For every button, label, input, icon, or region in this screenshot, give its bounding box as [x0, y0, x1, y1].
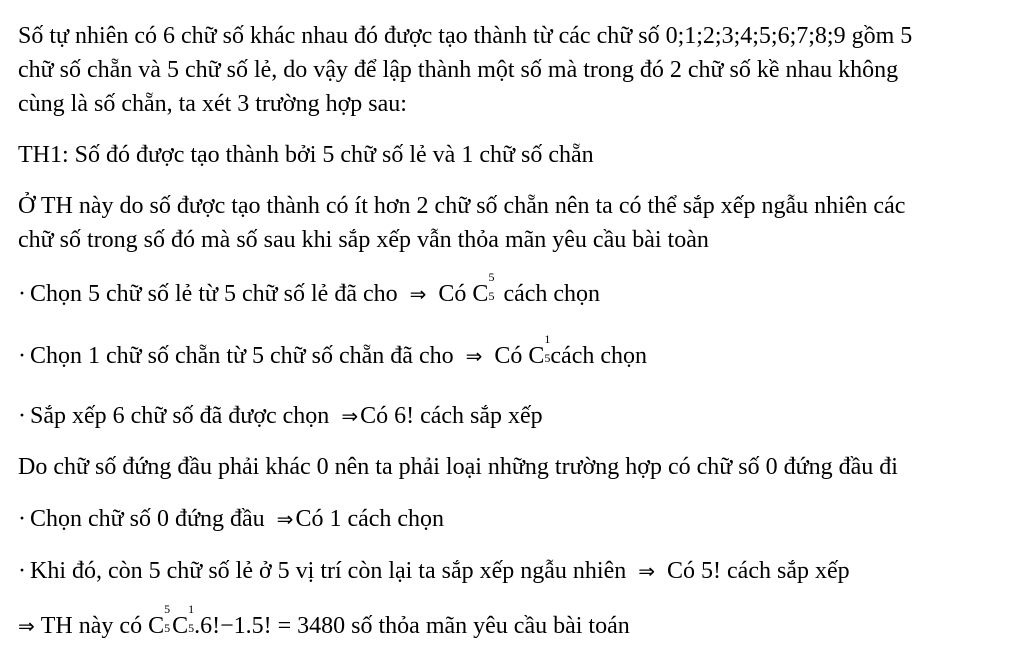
implies-arrow-icon: ⇒ — [341, 404, 359, 428]
step-choose-even — [18, 332, 648, 372]
combination-k: 1 — [544, 332, 551, 346]
step-result: Có 1 cách chọn — [295, 506, 445, 532]
conclusion-tail: số thỏa mãn yêu cầu bài toán — [351, 613, 630, 639]
step-result: Có 6! cách sắp xếp — [360, 403, 543, 429]
step-text: Chọn 1 chữ số chẵn từ 5 chữ số chẵn đã cho — [30, 343, 454, 369]
intro-line-2: chữ số chẵn và 5 chữ số lẻ, do vậy để lập thành một số mà trong đó 2 chữ số kề nhau không — [18, 57, 899, 83]
implies-arrow-icon: ⇒ — [638, 559, 656, 583]
step-text: Chọn chữ số 0 đứng đầu — [30, 506, 265, 532]
bullet-dot: · — [18, 403, 26, 429]
step-choose-zero — [18, 503, 444, 535]
step-choose-odd — [18, 270, 601, 310]
implies-arrow-icon: ⇒ — [276, 507, 294, 531]
step-result: Có 5! cách sắp xếp — [667, 558, 850, 584]
implies-arrow-icon: ⇒ — [409, 282, 427, 306]
combination-n: 5 — [488, 289, 495, 303]
combination-symbol: C — [472, 281, 489, 307]
implies-arrow-icon: ⇒ — [465, 344, 483, 368]
bullet-dot: · — [18, 506, 26, 532]
combination-n: 5 — [188, 621, 195, 635]
step-co: Có — [494, 343, 523, 369]
combination-k: 5 — [488, 270, 495, 284]
step-text: Khi đó, còn 5 chữ số lẻ ở 5 vị trí còn lại ta sắp xếp ngẫu nhiên — [30, 558, 627, 584]
combination-k: 5 — [164, 602, 171, 616]
implies-arrow-icon: ⇒ — [18, 614, 35, 638]
combination-symbol: C — [172, 613, 189, 639]
step-tail: cách chọn — [550, 343, 648, 369]
step-tail: cách chọn — [503, 281, 601, 307]
case1-note-line-2: chữ số trong số đó mà số sau khi sắp xếp vẫn thỏa mãn yêu cầu bài toàn — [18, 227, 709, 253]
case1-heading: TH1: Số đó được tạo thành bởi 5 chữ số lẻ và 1 chữ số chẵn — [18, 142, 594, 168]
combination-formula — [528, 332, 551, 372]
combination-formula — [172, 602, 195, 642]
bullet-dot: · — [18, 281, 26, 307]
combination-formula — [472, 270, 495, 310]
combination-formula — [148, 602, 171, 642]
combination-k: 1 — [188, 602, 195, 616]
combination-n: 5 — [544, 351, 551, 365]
step-text: Sắp xếp 6 chữ số đã được chọn — [30, 403, 330, 429]
step-text: Chọn 5 chữ số lẻ từ 5 chữ số lẻ đã cho — [30, 281, 398, 307]
bullet-dot: · — [18, 558, 26, 584]
intro-line-3: cùng là số chẵn, ta xét 3 trường hợp sau: — [18, 91, 407, 117]
intro-line-1: Số tự nhiên có 6 chữ số khác nhau đó được tạo thành từ các chữ số 0;1;2;3;4;5;6;7;8;9 gồm 5 — [18, 23, 913, 49]
exclude-note: Do chữ số đứng đầu phải khác 0 nên ta phải loại những trường hợp có chữ số 0 đứng đầu đi — [18, 454, 898, 480]
combination-symbol: C — [528, 343, 545, 369]
combination-n: 5 — [164, 621, 171, 635]
bullet-dot: · — [18, 343, 26, 369]
step-co: Có — [438, 281, 467, 307]
combination-symbol: C — [148, 613, 165, 639]
case1-note-line-1: Ở TH này do số được tạo thành có ít hơn 2 chữ số chẵn nên ta có thể sắp xếp ngẫu nhiên các — [18, 193, 906, 219]
conclusion-line — [18, 602, 630, 642]
conclusion-expression: .6!−1.5! = 3480 — [194, 613, 346, 639]
step-arrange — [18, 400, 543, 432]
step-arrange-odd — [18, 555, 850, 587]
conclusion-prefix: TH này có — [40, 613, 143, 639]
